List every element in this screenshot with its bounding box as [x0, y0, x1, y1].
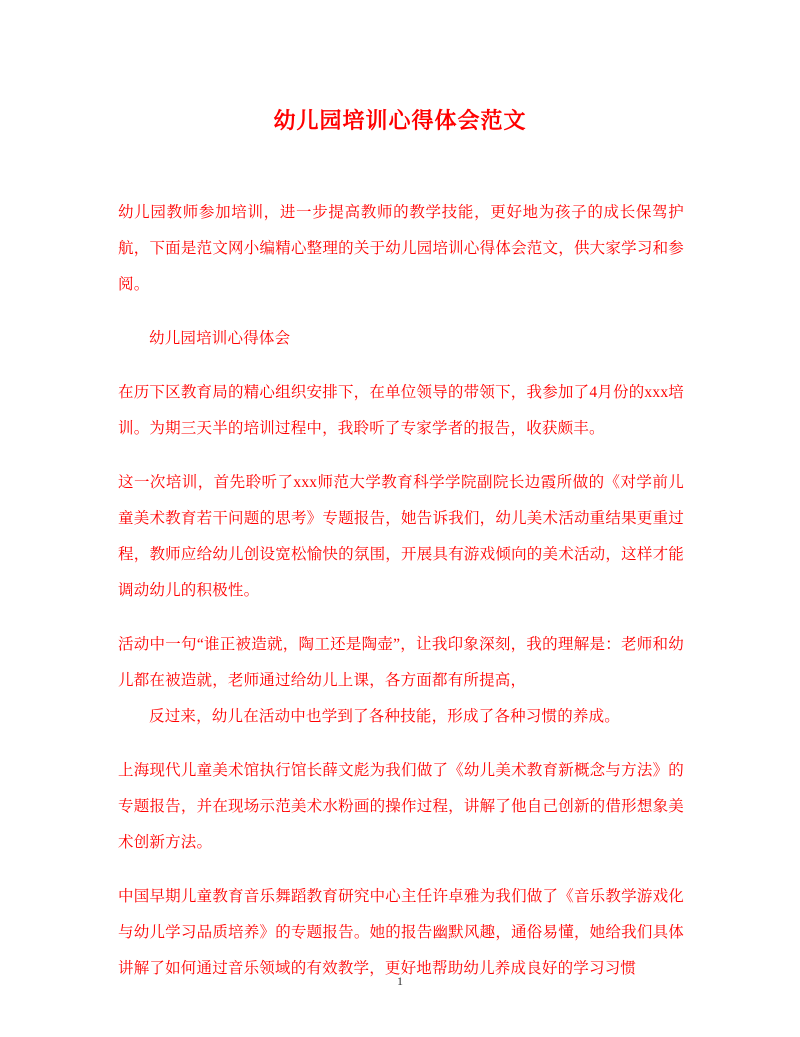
- paragraph: 幼儿园教师参加培训，进一步提高教师的教学技能，更好地为孩子的成长保驾护航，下面是范文网小编精心整理的关于幼儿园培训心得体会范文，供大家学习和参阅。: [118, 204, 684, 293]
- paragraph: 反过来，幼儿在活动中也学到了各种技能，形成了各种习惯的养成。: [149, 708, 621, 725]
- page-title: 幼儿园培训心得体会范文: [273, 108, 527, 133]
- paragraph: 活动中一句“谁正被造就，陶工还是陶壶”，让我印象深刻，我的理解是：老师和幼儿都在被造就，老师通过给幼儿上课，各方面都有所提高，: [118, 636, 684, 689]
- page-number: 1: [397, 974, 403, 988]
- paragraph: 中国早期儿童教育音乐舞蹈教育研究中心主任许卓雅为我们做了《音乐教学游戏化与幼儿学习品质培养》的专题报告。她的报告幽默风趣，通俗易懂，她给我们具体讲解了如何通过音乐领域的有效教学，更好地帮助幼儿养成良好的学习习惯: [118, 888, 684, 977]
- document-body: [118, 195, 684, 1005]
- paragraph: 在历下区教育局的精心组织安排下，在单位领导的带领下，我参加了4月份的xxx培训。为期三天半的培训过程中，我聆听了专家学者的报告，收获颇丰。: [118, 384, 684, 437]
- paragraph: 这一次培训，首先聆听了xxx师范大学教育科学学院副院长边霞所做的《对学前儿童美术教育若干问题的思考》专题报告，她告诉我们，幼儿美术活动重结果更重过程，教师应给幼儿创设宽松愉快的氛围，开展具有游戏倾向的美术活动，这样才能调动幼儿的积极性。: [118, 474, 684, 599]
- paragraph: 上海现代儿童美术馆执行馆长薛文彪为我们做了《幼儿美术教育新概念与方法》的专题报告，并在现场示范美术水粉画的操作过程，讲解了他自己创新的借形想象美术创新方法。: [118, 762, 684, 851]
- paragraph: 幼儿园培训心得体会: [149, 330, 291, 347]
